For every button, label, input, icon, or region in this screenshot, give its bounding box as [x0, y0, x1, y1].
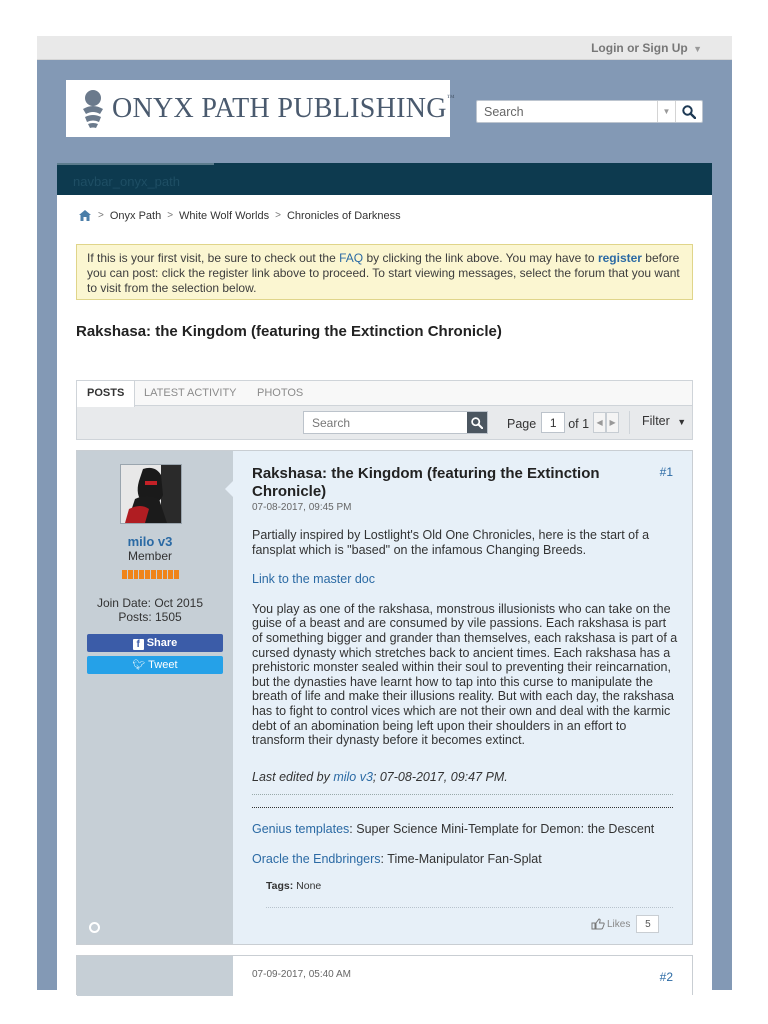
breadcrumb [78, 209, 401, 222]
tweet-label: Tweet [148, 659, 178, 671]
post-number-link[interactable]: #2 [659, 970, 673, 984]
twitter-tweet-button[interactable] [87, 656, 223, 674]
search-options-dropdown[interactable]: ▼ [657, 101, 675, 122]
speech-pointer [225, 481, 233, 497]
register-link[interactable]: register [597, 251, 642, 265]
post-title: Rakshasa: the Kingdom (featuring the Extinction Chronicle) [252, 465, 600, 500]
thumbs-up-icon [591, 918, 605, 930]
post-user-panel [77, 451, 233, 944]
post-tags [266, 880, 321, 892]
last-edited-note: Last edited by milo v3; 07-08-2017, 09:47 PM. [252, 769, 508, 784]
home-icon[interactable] [78, 209, 92, 222]
share-label: Share [146, 637, 178, 649]
divider [266, 907, 673, 908]
thread-toolbar [77, 406, 692, 439]
notice-text: by clicking the link above. You may have to [363, 251, 598, 265]
master-doc-link[interactable]: Link to the master doc [252, 572, 375, 587]
online-status-icon [89, 922, 100, 933]
tags-label: Tags: [266, 880, 294, 892]
post-body [252, 528, 680, 799]
breadcrumb-item[interactable]: Onyx Path [109, 209, 162, 222]
filter-label: Filter [642, 414, 670, 428]
caret-down-icon: ▼ [693, 44, 702, 54]
logo[interactable] [80, 89, 455, 129]
post-user-panel [77, 956, 233, 996]
facebook-icon: f [133, 639, 144, 650]
next-page-icon[interactable]: ▶ [606, 412, 619, 433]
post-count: Posts: 1505 [118, 610, 182, 624]
post-number-link[interactable]: #1 [659, 465, 673, 479]
onyx-logo-icon [80, 89, 106, 129]
page-number-input[interactable]: 1 [541, 412, 565, 433]
prev-page-icon[interactable]: ◀ [593, 412, 606, 433]
logo-area[interactable] [66, 80, 455, 137]
tab-latest-activity[interactable]: LATEST ACTIVITY [144, 387, 237, 399]
signature-text: : Super Science Mini-Template for Demon: the Descent [349, 822, 655, 836]
thread-title: Rakshasa: the Kingdom (featuring the Extinction Chronicle) [76, 323, 502, 340]
login-label: Login or Sign Up [591, 41, 688, 55]
breadcrumb-item[interactable]: Chronicles of Darkness [286, 209, 401, 222]
top-bar [37, 36, 732, 60]
page-total: of 1 [568, 416, 590, 431]
signature-text: : Time-Manipulator Fan-Splat [380, 852, 542, 866]
post-date: 07-09-2017, 05:40 AM [252, 969, 351, 980]
first-visit-notice [76, 244, 693, 300]
divider [252, 794, 673, 795]
thread-tabs-toolbar [76, 380, 693, 440]
user-info [77, 596, 223, 624]
thread-search-button[interactable] [467, 412, 487, 433]
likes-count: 5 [636, 915, 659, 933]
signature-line [252, 822, 692, 836]
tab-posts[interactable]: POSTS [77, 381, 135, 407]
thread-search [303, 411, 488, 434]
avatar-image [121, 465, 181, 523]
twitter-icon: 🐦︎ [132, 660, 146, 671]
tab-bar [77, 381, 692, 406]
nav-tab-onyx-path[interactable]: navbar_onyx_path [57, 163, 214, 195]
chevron-right-icon: > [275, 210, 281, 221]
chevron-right-icon: > [98, 210, 104, 221]
page-arrows [593, 412, 619, 433]
page-label: Page [507, 416, 537, 431]
header-search [476, 100, 703, 123]
post-2 [76, 955, 693, 995]
post-paragraph: You play as one of the rakshasa, monstrous illusionists who can take on the guise of a beast and are consumed by vile passions. Each rakshasa is part of something bigger and grander than themselves, each rakshasa is part of a cursed dynasty which stretches back to ancient times. Each rakshasa has a prehistoric monster sealed within their soul to preventing their reincarnation, but the dynasties have learnt how to tap into this curse to manipulate the breath of life and make their illusions reality. But with each day, the rakshasa has to fight to control vices which are not their own and deal with the karmic debt of an abomination being left upon their shoulders in an effort to transform their dynasty before it becomes extinct. [252, 601, 678, 748]
tab-photos[interactable]: PHOTOS [257, 387, 304, 399]
header-search-button[interactable] [675, 101, 702, 122]
tags-value: None [296, 880, 322, 892]
post-content-panel [233, 956, 692, 996]
pagination [507, 414, 619, 433]
post-date: 07-08-2017, 09:45 PM [252, 502, 352, 513]
header-search-input[interactable] [477, 101, 657, 122]
notice-text: If this is your first visit, be sure to check out the [87, 251, 340, 265]
signature-link[interactable]: Oracle the Endbringers [252, 852, 381, 866]
login-signup-link[interactable] [591, 41, 702, 55]
signature-line [252, 852, 692, 866]
join-date: Join Date: Oct 2015 [96, 596, 204, 610]
chevron-right-icon: > [167, 210, 174, 221]
likes-button[interactable] [591, 915, 659, 933]
avatar[interactable] [120, 464, 182, 524]
signature-link[interactable]: Genius templates [252, 822, 350, 836]
caret-down-icon: ▼ [677, 417, 687, 427]
filter-button[interactable] [642, 414, 686, 428]
faq-link[interactable]: FAQ [339, 251, 364, 265]
breadcrumb-item[interactable]: White Wolf Worlds [179, 209, 270, 222]
user-rank: Member [127, 549, 172, 563]
edited-by-user-link[interactable]: milo v3 [333, 769, 373, 784]
username-link[interactable]: milo v3 [127, 534, 173, 549]
thread-search-input[interactable] [304, 412, 467, 433]
post-paragraph: Partially inspired by Lostlight's Old One Chronicles, here is the start of a fansplat which is "based" on the infamous Changing Breeds. [252, 528, 650, 557]
post-1 [76, 450, 693, 945]
divider [629, 411, 630, 434]
search-icon [682, 105, 696, 119]
rank-bar [122, 570, 179, 579]
main-navbar [57, 163, 712, 195]
post-content-panel [233, 451, 692, 944]
facebook-share-button[interactable] [87, 634, 223, 652]
notice-text: before you can post: click the register link above to proceed. To start viewing messages, select the forum that you want to visit from the selection below. [87, 251, 680, 295]
logo-text: ONYX PATH PUBLISHING™ [112, 93, 455, 124]
signature-divider [252, 807, 673, 808]
search-icon [471, 417, 483, 429]
likes-label: Likes [607, 918, 631, 930]
